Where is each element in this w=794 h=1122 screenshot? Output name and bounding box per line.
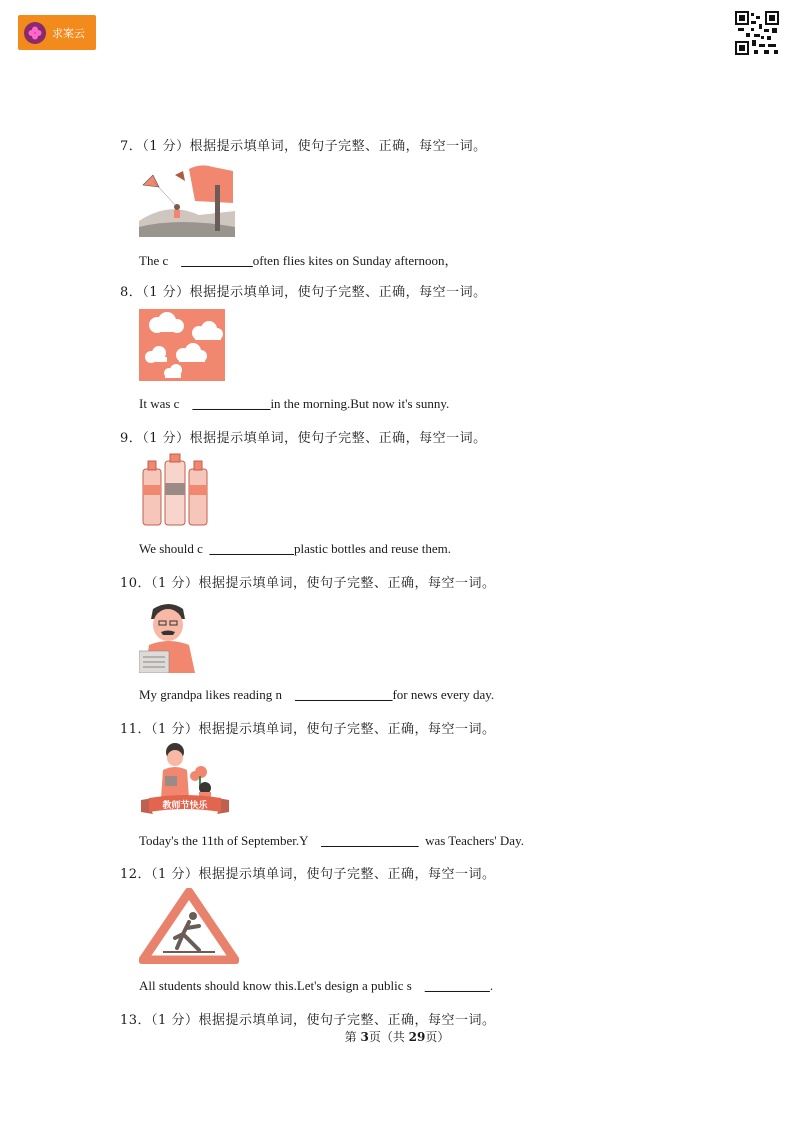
sentence-prefix: Today's the 11th of September.Y [139, 833, 322, 848]
question-9-title: 9．（1 分）根据提示填单词，使句子完整、正确，每空一词。 [120, 431, 487, 446]
kite-flying-child-icon [139, 161, 235, 242]
banner-text: 教师节快乐 [162, 801, 208, 811]
site-logo [18, 15, 96, 50]
footer-suffix: 页） [425, 1030, 450, 1044]
answer-blank-7[interactable]: ___________ [181, 253, 253, 268]
sentence-prefix: All students should know this.Let's design a public s [139, 978, 425, 993]
question-11-sentence [139, 833, 524, 849]
qr-code-icon [734, 6, 780, 56]
sentence-prefix: We should c [139, 541, 210, 556]
question-7-title: 7．（1 分）根据提示填单词，使句子完整、正确，每空一词。 [120, 139, 487, 154]
plastic-bottles-icon [139, 453, 211, 532]
question-7-sentence [139, 250, 457, 269]
question-12-sentence [139, 978, 493, 994]
sentence-prefix: The c [139, 253, 182, 268]
answer-blank-12[interactable]: __________ [424, 978, 490, 993]
logo-text: 求案云 [52, 26, 85, 40]
question-12-title: 12．（1 分）根据提示填单词，使句子完整、正确，每空一词。 [120, 867, 496, 882]
footer-middle: 页（共 [368, 1030, 409, 1044]
question-11-title: 11．（1 分）根据提示填单词，使句子完整、正确，每空一词。 [120, 722, 496, 737]
question-10-title: 10．（1 分）根据提示填单词，使句子完整、正确，每空一词。 [120, 576, 496, 591]
teachers-day-icon [139, 742, 231, 823]
question-8-sentence [139, 396, 449, 412]
total-pages: 29 [408, 1030, 426, 1044]
answer-blank-10[interactable]: _______________ [294, 687, 393, 702]
answer-blank-11[interactable]: _______________ [321, 833, 419, 848]
question-8-title: 8．（1 分）根据提示填单词，使句子完整、正确，每空一词。 [120, 285, 487, 300]
page-number-footer [0, 1028, 794, 1045]
sentence-suffix: plastic bottles and reuse them. [293, 541, 451, 556]
current-page: 3 [360, 1030, 369, 1044]
clover-logo-icon [24, 22, 46, 44]
slippery-warning-sign-icon [139, 888, 239, 969]
sentence-suffix: often flies kites on Sunday afternoon， [252, 253, 458, 268]
answer-blank-9[interactable]: _____________ [209, 541, 294, 556]
sentence-suffix: for news every day. [392, 687, 495, 702]
question-9-sentence [139, 541, 451, 557]
sentence-prefix: It was c [139, 396, 193, 411]
answer-blank-8[interactable]: ____________ [192, 396, 271, 411]
question-10-sentence [139, 687, 494, 703]
sentence-suffix: was Teachers' Day. [418, 833, 524, 848]
clouds-icon [139, 309, 225, 386]
question-13-title: 13．（1 分）根据提示填单词，使句子完整、正确，每空一词。 [120, 1013, 496, 1028]
sentence-suffix: in the morning.But now it's sunny. [270, 396, 450, 411]
grandpa-reading-newspaper-icon [139, 599, 199, 678]
sentence-suffix: . [489, 978, 494, 993]
footer-prefix: 第 [344, 1030, 361, 1044]
sentence-prefix: My grandpa likes reading n [139, 687, 295, 702]
